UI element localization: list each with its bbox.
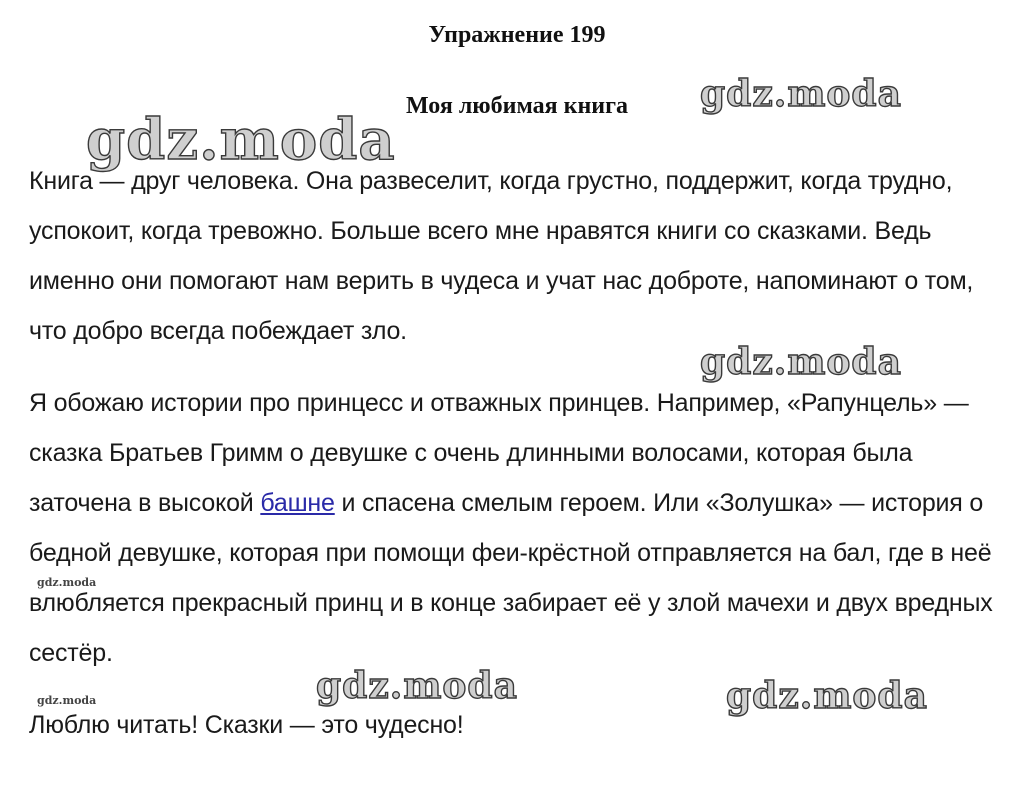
paragraph-2-text-start: Я обожаю истории про принцесс и отважных принцев. Например, «Рапунцель» — сказка Братьев Гримм о девушке с очень длинными волосами, которая была заточена в высокой (29, 389, 969, 517)
tower-link[interactable]: башне (260, 489, 335, 517)
paragraph-2 (29, 378, 1009, 678)
watermark-logo: gdz.moda (316, 665, 518, 707)
watermark-logo: gdz.moda (726, 675, 928, 717)
watermark-logo: gdz.moda (700, 73, 902, 115)
exercise-title: Упражнение 199 (428, 22, 606, 48)
watermark-small: gdz.moda (37, 576, 97, 589)
watermark-logo: gdz.moda (700, 341, 902, 383)
paragraph-2-text-end: и спасена смелым героем. Или «Золушка» — история о бедной девушке, которая при помощи феи-крёстной отправляется на бал, где в неё влюбляется прекрасный принц и в конце забирает её у злой мачехи и двух вредных сестёр. (29, 489, 993, 667)
essay-title: Моя любимая книга (405, 93, 629, 119)
watermark-small: gdz.moda (37, 694, 97, 707)
paragraph-1: Книга — друг человека. Она развеселит, когда грустно, поддержит, когда трудно, успокоит, когда тревожно. Больше всего мне нравятся книги со сказками. Ведь именно они помогают нам верить в чудеса и учат нас доброте, напоминают о том, что добро всегда побеждает зло. (29, 167, 974, 345)
paragraph-3: Люблю читать! Сказки — это чудесно! (29, 711, 464, 739)
watermark-logo: gdz.moda (86, 107, 396, 173)
